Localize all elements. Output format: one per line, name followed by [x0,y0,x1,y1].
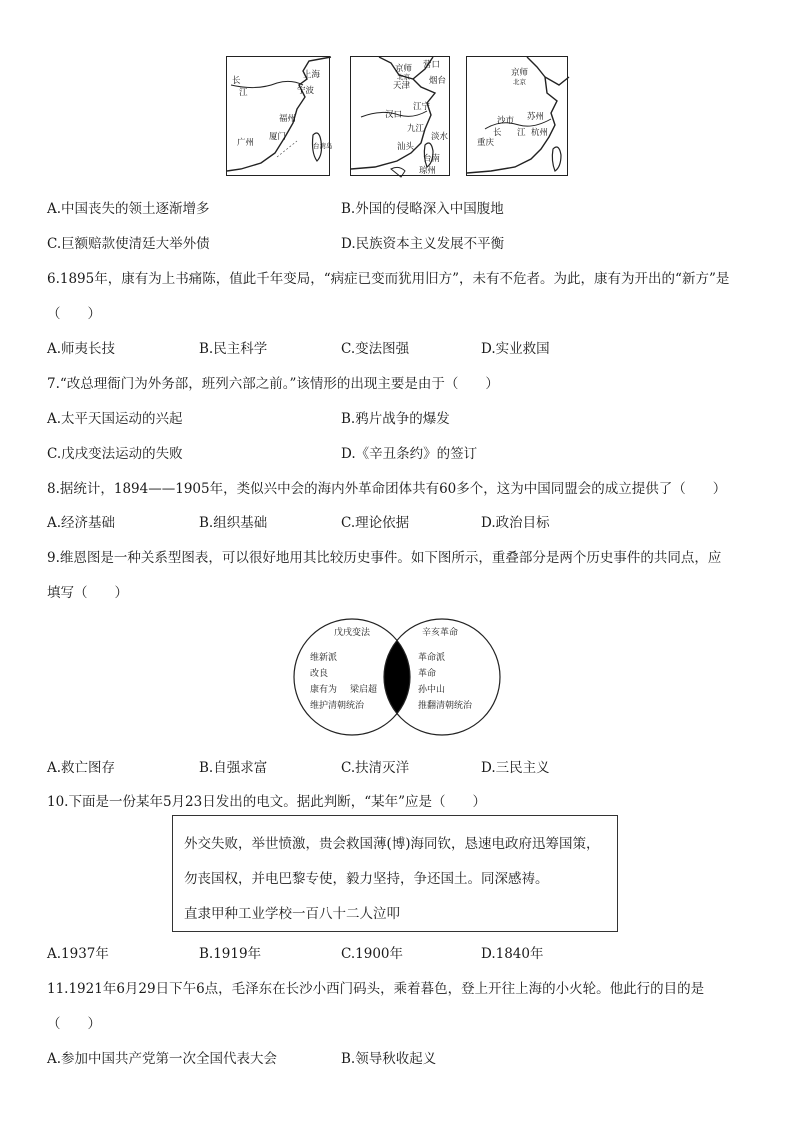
q7-option-c: C.戊戌变法运动的失败 [47,446,183,462]
q7-option-a: A.太平天国运动的兴起 [47,411,183,427]
map2-label-yantai: 烟台 [429,76,447,86]
q8-option-b: B.组织基础 [199,515,268,531]
map2-label-yingkou: 营口 [423,60,441,70]
treaty-ports-maps [226,56,568,176]
map2-label-shantou: 汕头 [397,142,415,152]
q7-stem: 7.“改总理衙门为外务部，班列六部之前。”该情形的出现主要是由于（ ） [47,376,499,392]
map1-label-chang: 长 [232,76,241,86]
map1-label-xiamen: 厦门 [269,132,287,142]
q11-blank: （ ） [47,1016,101,1032]
q7-option-b: B.鸦片战争的爆发 [341,411,450,427]
q6-stem: 6.1895年，康有为上书痛陈，值此千年变局，“病症已变而犹用旧方”，未有不危者。为此，康有为开出的“新方”是 [47,271,730,287]
q8-option-a: A.经济基础 [47,515,116,531]
venn-right-item-4: 推翻清朝统治 [418,701,473,711]
q8-option-d: D.政治目标 [481,515,550,531]
venn-left-title: 戊戌变法 [334,628,371,638]
map2-label-jingshi: 京师 [395,64,413,74]
map3-label-beijing: 北京 [513,78,526,86]
telegram-line-1: 外交失败，举世愤激，贵会救国薄(博)海同钦，恳速电政府迅筹国策， [184,836,600,852]
venn-left-item-1: 维新派 [310,653,338,663]
map-shimonoseki-treaty-ports [466,56,568,176]
q9-option-d: D.三民主义 [481,760,550,776]
q5-option-d: D.民族资本主义发展不平衡 [341,236,505,252]
map2-label-tainan: 台南 [423,154,441,164]
map1-label-taiwan: 台湾岛 [313,142,333,150]
map2-label-danshui: 淡水 [431,132,449,142]
venn-right-item-1: 革命派 [418,653,446,663]
q8-stem: 8.据统计，1894——1905年，类似兴中会的海内外革命团体共有60多个，这为中国同盟会的成立提供了（ ） [47,481,727,497]
q5-option-c: C.巨额赔款使清廷大举外债 [47,236,210,252]
venn-left-item-4: 维护清朝统治 [310,701,365,711]
q6-option-b: B.民主科学 [199,341,268,357]
q6-option-c: C.变法图强 [341,341,410,357]
map2-label-tianjin: 天津 [393,81,411,91]
q11-stem: 11.1921年6月29日下午6点，毛泽东在长沙小西门码头，乘着暮色，登上开往上海的小火轮。他此行的目的是 [47,981,705,997]
q9-stem: 9.维恩图是一种关系型图表，可以很好地用其比较历史事件。如下图所示，重叠部分是两个历史事件的共同点，应 [47,550,722,566]
q10-option-a: A.1937年 [47,946,109,962]
map2-label-jiangning: 江宁 [413,102,431,112]
q6-blank: （ ） [47,306,101,322]
venn-right-item-3: 孙中山 [418,685,446,695]
venn-right-title: 辛亥革命 [422,628,459,638]
map1-label-ningbo: 宁波 [297,86,315,96]
map1-label-fuzhou: 福州 [279,114,297,124]
q10-option-b: B.1919年 [199,946,262,962]
venn-diagram [290,618,504,736]
map2-label-beijing: 北京 [397,73,410,81]
map3-label-chang: 长 [493,128,502,138]
map3-label-jiang: 江 [517,128,526,138]
map2-label-hankou: 汉口 [385,110,403,120]
q9-stem-continued: 填写（ ） [47,585,128,601]
q10-option-d: D.1840年 [481,946,544,962]
map3-label-chongqing: 重庆 [477,138,495,148]
map-second-opium-war-ports [350,56,450,176]
map3-label-jingshi: 京师 [511,68,529,78]
map-first-opium-war-ports [226,56,333,176]
q7-option-d: D.《辛丑条约》的签订 [341,446,478,462]
venn-left-item-3b: 梁启超 [350,685,378,695]
q8-option-c: C.理论依据 [341,515,410,531]
q6-option-a: A.师夷长技 [47,341,116,357]
q9-option-c: C.扶清灭洋 [341,760,410,776]
q11-option-a: A.参加中国共产党第一次全国代表大会 [47,1051,278,1067]
q9-option-a: A.救亡图存 [47,760,116,776]
map1-label-guangzhou: 广州 [237,138,255,148]
map3-label-hangzhou: 杭州 [531,128,549,138]
venn-right-item-2: 革命 [418,669,437,679]
q11-option-b: B.领导秋收起义 [341,1051,437,1067]
q10-stem: 10.下面是一份某年5月23日发出的电文。据此判断，“某年”应是（ ） [47,794,487,810]
telegram-line-2: 勿丧国权，并电巴黎专使，毅力坚持，争还国土。同深感祷。 [184,871,549,887]
q9-option-b: B.自强求富 [199,760,268,776]
q5-option-a: A.中国丧失的领土逐渐增多 [47,201,210,217]
q6-option-d: D.实业救国 [481,341,550,357]
map1-label-jiang: 江 [239,88,248,98]
q10-option-c: C.1900年 [341,946,403,962]
telegram-line-3: 直隶甲种工业学校一百八十二人泣叩 [184,906,400,922]
map1-label-shanghai: 上海 [303,70,321,80]
map3-label-shashi: 沙市 [497,116,515,126]
q5-option-b: B.外国的侵略深入中国腹地 [341,201,504,217]
map3-label-suzhou: 苏州 [527,112,545,122]
map2-label-qiongzhou: 琼州 [419,166,437,176]
telegram-box [172,815,618,932]
map2-label-jiujiang: 九江 [407,124,425,134]
venn-left-item-2: 改良 [310,669,329,679]
venn-left-item-3: 康有为 [310,685,338,695]
